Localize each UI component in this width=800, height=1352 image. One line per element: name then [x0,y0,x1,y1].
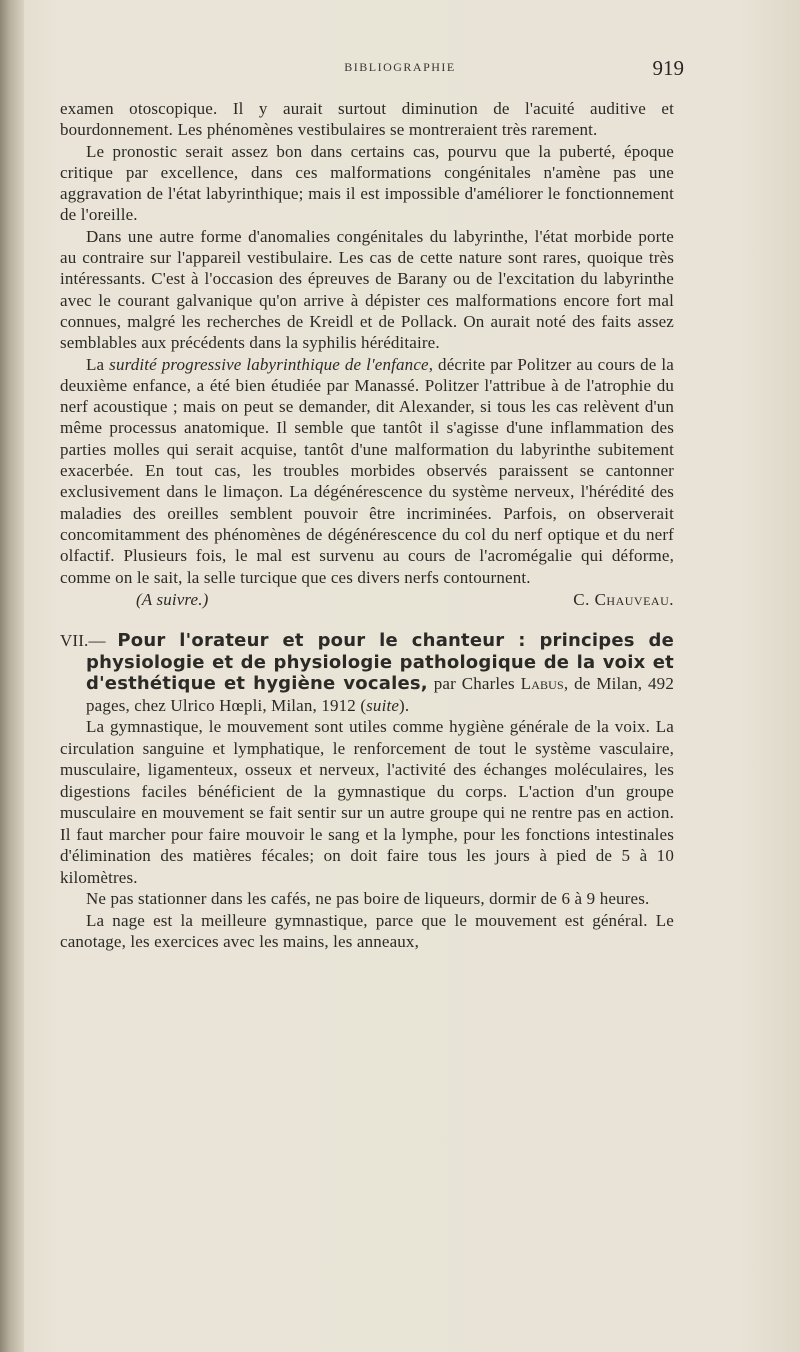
paragraph-4 [60,354,674,588]
to-be-continued: (A suivre.) [136,589,209,609]
review-paragraph-2: Ne pas stationner dans les cafés, ne pas boire de liqueurs, dormir de 6 à 9 heures. [86,889,650,909]
review-heading [60,630,674,716]
review-details: , de Milan, 492 pages, chez Ulrico Hœpli, Milan, 1912 ( [86,674,674,715]
review-author-name: Labus [520,674,564,694]
review-paragraph-3: La nage est la meilleure gymnastique, parce que le mouvement est général. Le canotage, les exercices avec les mains, les anneaux, [60,910,674,952]
review-number: VII.— [60,631,118,651]
paragraph-1: examen otoscopique. Il y aurait surtout diminution de l'acuité auditive et bourdonnement. Les phénomènes vestibulaires se montreraient très rarement. [60,99,674,140]
review-section [60,630,674,953]
review-details-end: ). [399,695,410,715]
paragraph-3: Dans une autre forme d'anomalies congénitales du labyrinthe, l'état morbide porte au contraire sur l'appareil vestibulaire. Les cas de cette nature sont rares, quoique très intéressants. C'est à l'occasion des épreuves de Barany ou de l'excitation du labyrinthe avec le courant galvanique qu'on arrive à dépister ces malformations encore fort mal connues, malgré les recherches de Kreidl et de Pollack. On aurait noté des faits assez semblables aux précédents dans la syphilis héréditaire. [60,226,674,353]
author-signature: C. Chauveau. [573,589,674,609]
paragraph-2: Le pronostic serait assez bon dans certains cas, pourvu que la puberté, époque critique par excellence, dans ces malformations congénitales n'amène pas une aggravation de l'état labyrinthique; mais il est impossible d'améliorer le fonctionnement de l'oreille. [60,141,674,225]
review-title: Pour l'orateur et pour le chanteur : principes de physiologie et de physiologie pathologique de la voix et d'esthétique et hygiène vocales, [86,630,674,695]
paragraph-4-text: , décrite par Politzer au cours de la deuxième enfance, a été bien étudiée par Manassé. Politzer l'attribue à de l'atrophie du nerf acoustique ; mais on peut se demander, dit Alexander, si tous les cas relèvent d'un même processus anatomique. Il semble que tantôt il s'agisse d'une inflammation des parties molles qui serait acquise, tantôt d'une malformation du labyrinthe subitement exacerbée. En tout cas, les troubles morbides observés paraissent se cantonner exclusivement dans le limaçon. La dégénérescence du système nerveux, l'hérédité des maladies des oreilles semblent pouvoir être incriminées. Parfois, on observerait concomitamment des phénomènes de dégénérescence du col du nerf optique et du nerf olfactif. Plusieurs fois, le mal est survenu au cours de l'acromégalie qui déforme, comme on le sait, la selle turcique que ces divers nerfs contournent. [60,354,674,587]
review-by: par Charles [427,674,521,694]
running-title: BIBLIOGRAPHIE [344,60,456,74]
page-header [60,56,740,80]
review-suite: suite [366,695,400,715]
review-paragraph-1: La gymnastique, le mouvement sont utiles comme hygiène générale de la voix. La circulation sanguine et lymphatique, le renforcement de tout le système vasculaire, musculaire, ligamenteux, osseux et nerveux, l'activité des échanges moléculaires, les digestions faciles bénéficient de la gymnastique du corps. L'action d'un groupe musculaire en mouvement se fait sentir sur un autre groupe qui ne rentre pas en action. Il faut marcher pour faire mouvoir le sang et la lymphe, pour les fonctions intestinales d'élimination des matières fécales; on doit faire tous les jours à pied de 5 à 10 kilomètres. [60,717,674,887]
article-signoff [60,589,674,610]
page-body [60,98,674,953]
paragraph-4-prefix: La [86,354,110,374]
paragraph-4-italic-term: surdité progressive labyrinthique de l'enfance [109,354,429,374]
page-number: 919 [652,56,684,80]
book-spine-shadow [0,0,24,1352]
